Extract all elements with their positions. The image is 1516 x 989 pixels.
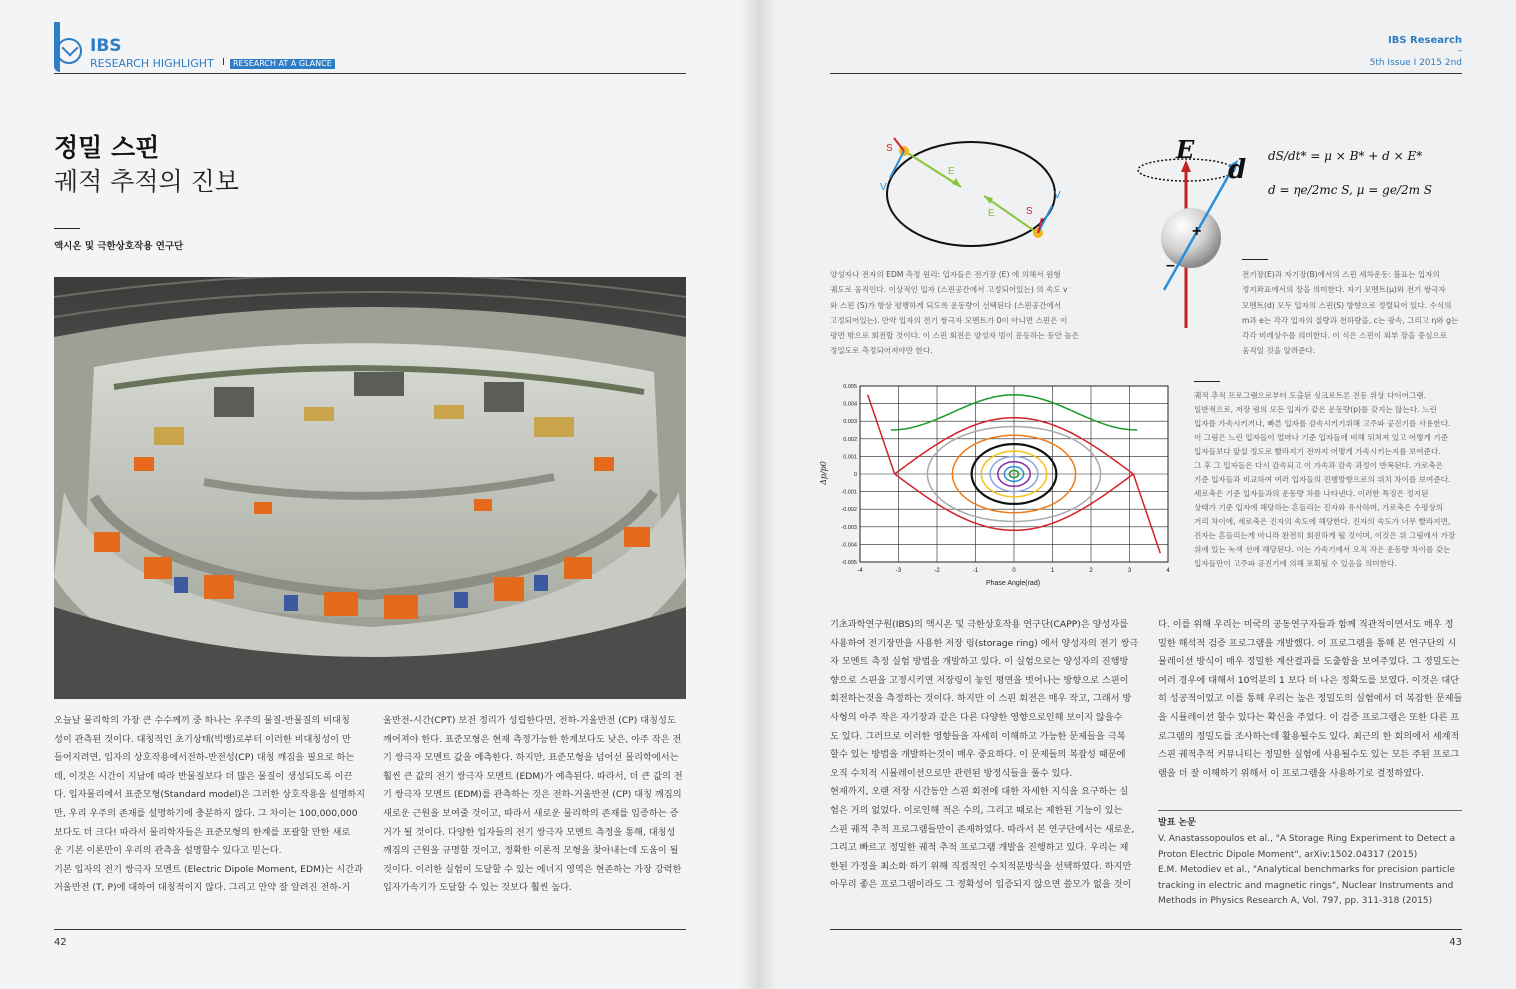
caption-line: 일반적으로, 저장 링의 모든 입자가 같은 운동량(p)를 갖지는 않는다. 느린 — [1194, 405, 1437, 414]
chart-x-axis-label: Phase Angle(rad) — [985, 580, 1041, 587]
body-line: 사용하여 전기장만을 사용한 저장 링(storage ring) 에서 양성자의 전기 쌍극 — [830, 637, 1139, 649]
caption-line: 궤적 추적 프로그램으로부터 도출된 싱크로트론 진동 위상 다이어그램. — [1194, 391, 1427, 400]
plus-charge: + — [1192, 223, 1202, 240]
download-icon — [56, 38, 82, 64]
team-rule — [54, 228, 80, 229]
section-label: RESEARCH HIGHLIGHT — [90, 57, 214, 70]
chart-x-tick-label: -2 — [934, 568, 940, 574]
body-line: 스핀 궤적 추적 프로그램들만이 존재하였다. 따라서 본 연구단에서는 새로운, — [830, 823, 1135, 835]
caption-line: 움직일 것을 알려준다. — [1242, 346, 1316, 356]
e-field-symbol: E — [1176, 135, 1195, 164]
book-spine-shadow — [740, 0, 776, 989]
chart-y-tick-label: -0.005 — [841, 560, 857, 566]
body-line: 할수 있는 방법을 개발하는것이 매우 중요하다. 이 문제들의 복잡성 때문에 — [830, 749, 1126, 761]
body-line: 들어지려면, 입자의 상호작용에서전하-반전성(CP) 대칭 깨짐을 필요로 하는 — [54, 752, 355, 764]
body-line: 여러 경우에 대해서 10억분의 1 보다 더 나은 정확도를 보였다. 이것은 대단 — [1158, 674, 1460, 686]
minus-charge: – — [1166, 257, 1175, 274]
body-line: 데, 이것은 시간이 지남에 따라 반물질보다 더 많은 물질이 생성되도록 이끈 — [54, 770, 353, 782]
caption-line: 전기장(E)과 자기장(B)에서의 스핀 세차운동: 볼표는 입자의 — [1242, 270, 1440, 279]
references-rule — [1158, 810, 1462, 811]
body-line: 향으로 스핀을 고정시키면 저장링이 놓인 평면을 벗어나는 방향으로 스핀이 — [830, 674, 1129, 686]
body-line: 거가 될 것이다. 다양한 입자들의 전기 쌍극자 모멘트 측정을 통해, 대칭성 — [383, 826, 676, 838]
body-line: 아무리 좋은 프로그램이라도 그 정확성이 입증되지 않으면 쓸모가 없을 것이 — [830, 879, 1132, 891]
field-label: E — [988, 208, 995, 219]
body-line: 그리고 빠르고 정밀한 궤적 추적 프로그램 개발을 진행하고 있다. 우리는 제 — [830, 842, 1129, 854]
right-footer-rule — [830, 929, 1462, 930]
body-line: 것이다. 이러한 실험이 도달할 수 있는 에너지 영역은 현존하는 가장 강력한 — [383, 863, 682, 875]
body-line: 다. 입자물리에서 표준모형(Standard model)은 그러한 상호작용을 설명하지 — [54, 789, 366, 801]
references-list — [1158, 832, 1455, 910]
figure2-caption — [1242, 267, 1458, 359]
equation-2: d = ηe/2mc S, μ = ge/2m S — [1268, 183, 1433, 197]
chart-x-tick-label: -4 — [857, 568, 863, 574]
caption-line: 양성자나 전자의 EDM 측정 원리: 입자들은 전기장 (E) 에 의해서 원형 — [830, 270, 1061, 279]
body-line: 입자가속기가 도달할 수 있는 것보다 훨씬 높다. — [383, 882, 573, 894]
chart-y-tick-label: 0.004 — [843, 401, 857, 408]
body-column-2 — [383, 712, 683, 898]
body-line: 거울반전 (T, P)에 대하여 대칭적이지 않다. 그리고 만약 잘 알려진 전하-거 — [54, 882, 351, 894]
reference-line: Proton Electric Dipole Moment", arXiv:1502.04317 (2015) — [1158, 849, 1418, 860]
caption-line: 그 후 그 입자들은 다시 감속되고 이 가속과 감속 과정이 반복된다. 가로축은 — [1194, 461, 1444, 470]
article-subtitle: 궤적 추적의 진보 — [54, 167, 239, 196]
body-line: 기본 입자의 전기 쌍극자 모멘트 (Electric Dipole Moment, EDM)는 시간과 — [54, 863, 363, 875]
header-separator: I — [222, 57, 225, 68]
caption-line: 정지좌표에서의 장을 의미한다. 자기 모멘트(μ)와 전기 쌍극자 — [1242, 285, 1446, 295]
issue-label: 5th Issue I 2015 2nd — [1369, 58, 1462, 68]
body-line: 보다도 더 크다! 따라서 물리학자들은 표준모형의 한계를 포괄할 만한 새로 — [54, 826, 351, 838]
body-line: 기초과학연구원(IBS)의 액시온 및 극한상호작용 연구단(CAPP)은 양성자를 — [830, 619, 1129, 630]
caption-line: 정밀도로 측정되어져야만 한다. — [830, 346, 933, 356]
right-page — [758, 0, 1516, 989]
body-line: 밀한 해석적 검증 프로그램을 개발했다. 이 프로그램을 통해 본 연구단의 시 — [1158, 637, 1457, 649]
caption-line: 입자들만이 고주파 공진기에 의해 포획될 수 있음을 의미한다. — [1194, 559, 1397, 568]
body-line: 사형의 아주 작은 자기장과 같은 다른 다양한 영향으로인해 보이지 않을수 — [830, 711, 1123, 723]
body-line: 회전하는것을 측정하는 것이다. 하지만 이 스핀 회전은 매우 작고, 그래서 방 — [830, 693, 1132, 705]
body-line: 새로운 근원을 보여줄 것이고, 따라서 새로운 물리학의 존재를 입증하는 증 — [383, 807, 679, 819]
references-heading: 발표 논문 — [1158, 818, 1196, 828]
fig2-caption-rule — [1242, 259, 1268, 260]
body-line: 로그램의 정밀도를 조사하는데 활용될수도 있다. 최근의 한 회의에서 세계적 — [1158, 730, 1460, 742]
body-line: 스핀 궤적추적 커뮤니티는 정밀한 실험에 사용될수도 있는 모든 주된 프로그 — [1158, 749, 1460, 761]
caption-line: 진자는 흔들리는게 아니라 완전히 회전하게 될 것이며, 이것은 위 그림에서 가장 — [1194, 531, 1456, 540]
chart-x-tick-label: 2 — [1089, 568, 1093, 574]
body-line: 오늘날 물리학의 가장 큰 수수께끼 중 하나는 우주의 물질-반물질의 비대칭 — [54, 715, 350, 726]
body-line: 기 쌍극자 모멘트 (EDM)를 관측하는 것은 전하-거울반전 (CP) 대칭 깨짐의 — [383, 789, 682, 801]
reference-line: tracking in electric and magnetic rings", Nuclear Instruments and — [1158, 880, 1454, 891]
body-line: 한된 가정을 최소화 하기 위해 직접적인 수치적분방식을 선택하였다. 하지만 — [830, 860, 1132, 872]
caption-line: 입자를 가속시키거나, 빠른 입자를 감속시키기위해 고주파 공진기를 사용한다. — [1194, 419, 1451, 428]
caption-line: 상태가 기준 입자에 해당하는 흔들리는 진자와 유사하며, 가로축은 수평상의 — [1194, 503, 1444, 512]
body-line: 도 있다. 그러므로 이러한 영향들을 자세히 이해하고 가능한 문제들을 극복 — [830, 730, 1126, 742]
article-title: 정밀 스핀 — [54, 133, 160, 162]
body-line: 험은 거의 없었다. 이로인해 적은 수의, 그리고 때로는 제한된 기능이 있는 — [830, 804, 1123, 816]
caption-line: 평면 밖으로 회전할 것이다. 이 스핀 회전은 양성자 빔이 운동하는 동안 높은 — [830, 331, 1080, 341]
section-tag: RESEARCH AT A GLANCE — [230, 59, 335, 69]
chart-x-tick-label: 3 — [1127, 568, 1132, 574]
reference-line: E.M. Metodiev et al., "Analytical benchmarks for precision particle — [1158, 865, 1456, 875]
page-number-left: 42 — [54, 937, 67, 948]
body-line: 깨짐의 근원을 규명할 것이고, 정확한 이론적 모형을 찾아내는데 도움이 될 — [383, 845, 679, 857]
body-line: 현재까지, 오랜 저장 시간동안 스핀 회전에 대한 자세한 지식을 요구하는 실 — [830, 786, 1129, 798]
body-line: 뮬레이션 방식이 매우 정밀한 계산결과를 도출함을 보여주었다. 그 정밀도는 — [1158, 656, 1460, 668]
dipole-symbol: d — [1228, 155, 1247, 185]
right-brand — [1388, 35, 1462, 46]
caption-line: 위에 있는 녹색 선에 해당된다. 이는 가속기에서 오직 작은 운동량 차이를 갖는 — [1194, 545, 1451, 554]
chart-y-tick-label: 0.003 — [843, 419, 857, 426]
body-line: 램을 더 잘 이해하기 위해서 이 프로그램을 사용하기로 결정하였다. — [1158, 767, 1424, 779]
body-column-4 — [1158, 616, 1462, 783]
chart-x-tick-label: 4 — [1166, 568, 1170, 574]
reference-line: V. Anastassopoulos et al., "A Storage Ring Experiment to Detect a — [1158, 834, 1456, 844]
chart-y-axis-label: Δp/p0 — [819, 461, 828, 485]
chart-y-tick-label: -0.001 — [841, 489, 857, 496]
spin-label: S — [1026, 206, 1033, 217]
chart-y-tick-label: 0.005 — [843, 384, 857, 390]
chart-x-tick-label: -3 — [895, 568, 902, 574]
footer-rule — [54, 929, 686, 930]
body-line: 운 기본 이론만이 우리의 관측을 설명할수 있다고 믿는다. — [54, 845, 282, 857]
body-line: 자 모멘트 측정 실험 방법을 개발하고 있다. 이 실험으로는 양성자의 진행방 — [830, 656, 1129, 668]
figure1-caption — [830, 267, 1079, 359]
body-line: 성이 관측된 것이다. 대칭적인 초기상태(빅뱅)로부터 이러한 비대칭성이 만 — [54, 733, 351, 745]
caption-line: 모멘트(d) 모두 입자의 스핀(S) 방향으로 정렬되어 있다. 수식의 — [1242, 300, 1452, 310]
caption-line: 고정되어있는). 만약 입자의 전기 쌍극자 모멘트가 0이 아니면 스핀은 이 — [830, 315, 1068, 325]
chart-y-tick-label: 0.001 — [843, 454, 857, 461]
chart-y-tick-label: 0.002 — [843, 436, 857, 443]
body-column-3 — [830, 616, 1138, 895]
caption-line: m과 e는 각각 입자의 질량과 전하량을, c는 광속, 그리고 η와 g는 — [1242, 315, 1459, 325]
field-label: E — [948, 166, 955, 177]
caption-line: 이 그림은 느린 입자들이 얼마나 기준 입자들에 비해 뒤쳐져 있고 어떻게 기준 — [1194, 433, 1448, 442]
chart-y-tick-label: -0.002 — [841, 507, 857, 514]
chart-y-tick-label: 0 — [853, 472, 857, 478]
caption-line: 각각 비례상수를 의미한다. 이 식은 스핀이 외부 장을 중심으로 — [1242, 331, 1448, 341]
body-line: 오직 수치적 시뮬레이션으로만 관련된 방정식들을 풀수 있다. — [830, 767, 1073, 779]
caption-line: 입자들보다 앞설 정도로 빨라지기 전까지 어떻게 가속시키는지를 보여준다. — [1194, 447, 1441, 456]
caption-line: 거리 차이에, 세로축은 진자의 속도에 해당한다. 진자의 속도가 너무 빨라지면, — [1194, 517, 1451, 526]
velocity-label: V — [1054, 190, 1061, 201]
body-column-1 — [54, 712, 365, 898]
phase-space-chart — [818, 378, 1178, 590]
header-rule — [54, 73, 686, 74]
body-line: 기 쌍극자 모멘트 값을 예측한다. 하지만, 표준모형을 넘어선 물리학에서는 — [383, 752, 679, 764]
equation-1: dS/dt* = μ × B* + d × E* — [1268, 149, 1423, 163]
body-line: 깨어져야 한다. 표준모형은 현재 측정가능한 한계보다도 낮은, 아주 작은 전 — [383, 733, 682, 745]
caption-line: 세로축은 기준 입자들과의 운동량 차를 나타낸다. 이러한 특징은 정지된 — [1194, 489, 1429, 498]
header-dash: – — [1457, 46, 1462, 56]
body-line: 훨씬 큰 값의 전기 쌍극자 모멘트 (EDM)가 예측된다. 따라서, 더 큰 값의 전 — [383, 770, 683, 782]
chart-y-tick-label: -0.004 — [841, 542, 857, 549]
figure3-caption — [1194, 389, 1455, 571]
body-line: 울반전-시간(CPT) 보전 정리가 성립한다면, 전하-거울반전 (CP) 대칭성도 — [383, 715, 676, 726]
research-team: 액시온 및 극한상호작용 연구단 — [54, 241, 184, 252]
body-line: 히 성공적이었고 이를 통해 우리는 높은 정밀도의 실험에서 더 복잡한 문제들 — [1158, 693, 1463, 705]
fig3-caption-rule — [1194, 381, 1220, 382]
accelerator-hall-photo — [54, 277, 686, 699]
page-number-right: 43 — [1449, 937, 1462, 948]
right-header-rule — [830, 73, 1462, 74]
body-line: 을 시뮬레이션 할수 있다는 확신을 주었다. 이 검증 프로그램은 또한 다른 프 — [1158, 711, 1460, 723]
caption-line: 기준 입자들과 비교하여 여러 입자들의 진행방향으로의 위치 차이를 보여준다. — [1194, 475, 1451, 484]
caption-line: 궤도로 움직인다. 이상적인 입자 (스핀공간에서 고정되어있는) 의 속도 v — [830, 285, 1068, 295]
caption-line: 와 스핀 (S)가 항상 평행하게 되도록 운동량이 선택된다 (스핀공간에서 — [830, 300, 1062, 310]
spin-label: S — [886, 143, 893, 154]
edm-orbit-diagram — [866, 132, 1076, 256]
velocity-label: V — [880, 182, 887, 193]
brand-label: IBS — [90, 36, 122, 56]
right-brand-text: IBS Research — [1388, 35, 1462, 46]
chart-x-tick-label: 0 — [1012, 568, 1016, 574]
chart-x-tick-label: 1 — [1050, 568, 1055, 574]
body-line: 다. 이를 위해 우리는 미국의 공동연구자들과 함께 직관적이면서도 매우 정 — [1158, 619, 1454, 630]
chart-x-tick-label: -1 — [972, 568, 979, 574]
chart-y-tick-label: -0.003 — [841, 524, 857, 531]
reference-line: Methods in Physics Research A, Vol. 797, pp. 311-318 (2015) — [1158, 896, 1433, 906]
body-line: 만, 우리 우주의 존재를 설명하기에 충분하지 않다. 그 차이는 100,000,000 — [54, 807, 358, 819]
